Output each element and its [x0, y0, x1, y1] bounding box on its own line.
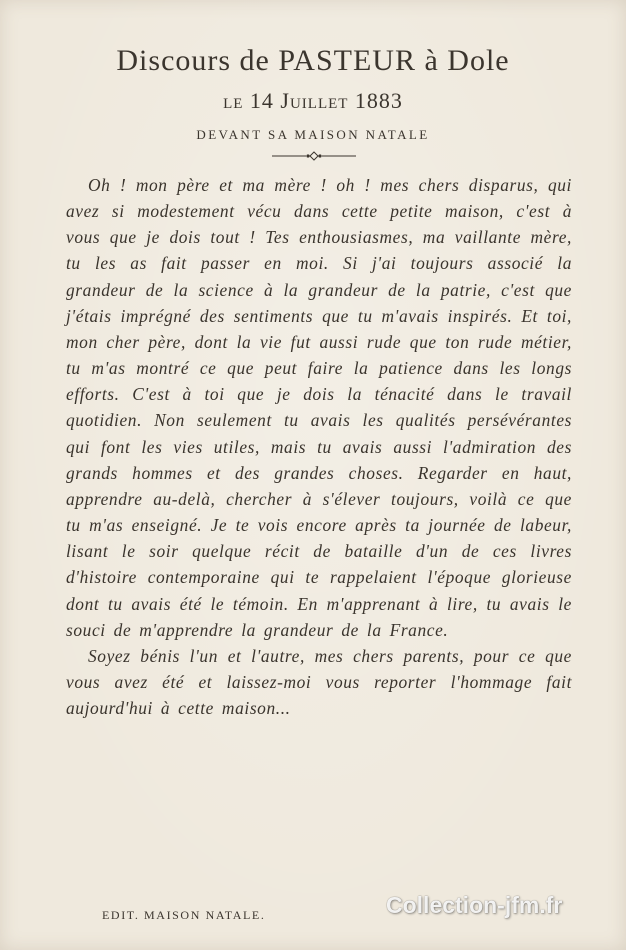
- fleuron-divider-icon: [272, 150, 356, 162]
- speech-paragraph-2: Soyez bénis l'un et l'autre, mes chers parents, pour ce que vous avez été et laissez-moi vous reporter l'hommage fait aujourd'hui à cette maison...: [66, 645, 572, 719]
- page-title: Discours de PASTEUR à Dole: [116, 44, 510, 77]
- speech-paragraph-1: Oh ! mon père et ma mère ! oh ! mes chers disparus, qui avez si modestement vécu dans cette petite maison, c'est à vous que je dois tout ! Tes enthousiasmes, ma vaillante mère, tu les as fait passer en moi. Si j'ai toujours associé la grandeur de la science à la grandeur de la patrie, c'est que j'étais imprégné des sentiments que tu m'avais inspirés. Et toi, mon cher père, dont la vie fut aussi rude que ton rude métier, tu m'as montré ce que peut faire la patience dans les longs efforts. C'est à toi que je dois la ténacité dans le travail quotidien. Non seulement tu avais les qualités persévérantes qui font les vies utiles, mais tu avais aussi l'admiration des grands hommes et des grandes choses. Regarder en haut, apprendre au-delà, chercher à s'élever toujours, voilà ce que tu m'as enseigné. Je te vois encore après ta journée de labeur, lisant le soir quelque récit de bataille d'un de ces livres d'histoire contemporaine qui te rappelaient l'époque glorieuse dont tu avais été le témoin. En m'apprenant à lire, tu avais le souci de m'apprendre la grandeur de la France.: [66, 175, 572, 640]
- speech-date: le 14 Juillet 1883: [223, 88, 403, 113]
- speech-text: [66, 172, 572, 721]
- publisher-credit: EDIT. MAISON NATALE.: [102, 908, 266, 922]
- watermark: Collection-jfm.fr: [386, 892, 563, 918]
- speech-subtitle: DEVANT SA MAISON NATALE: [196, 127, 430, 142]
